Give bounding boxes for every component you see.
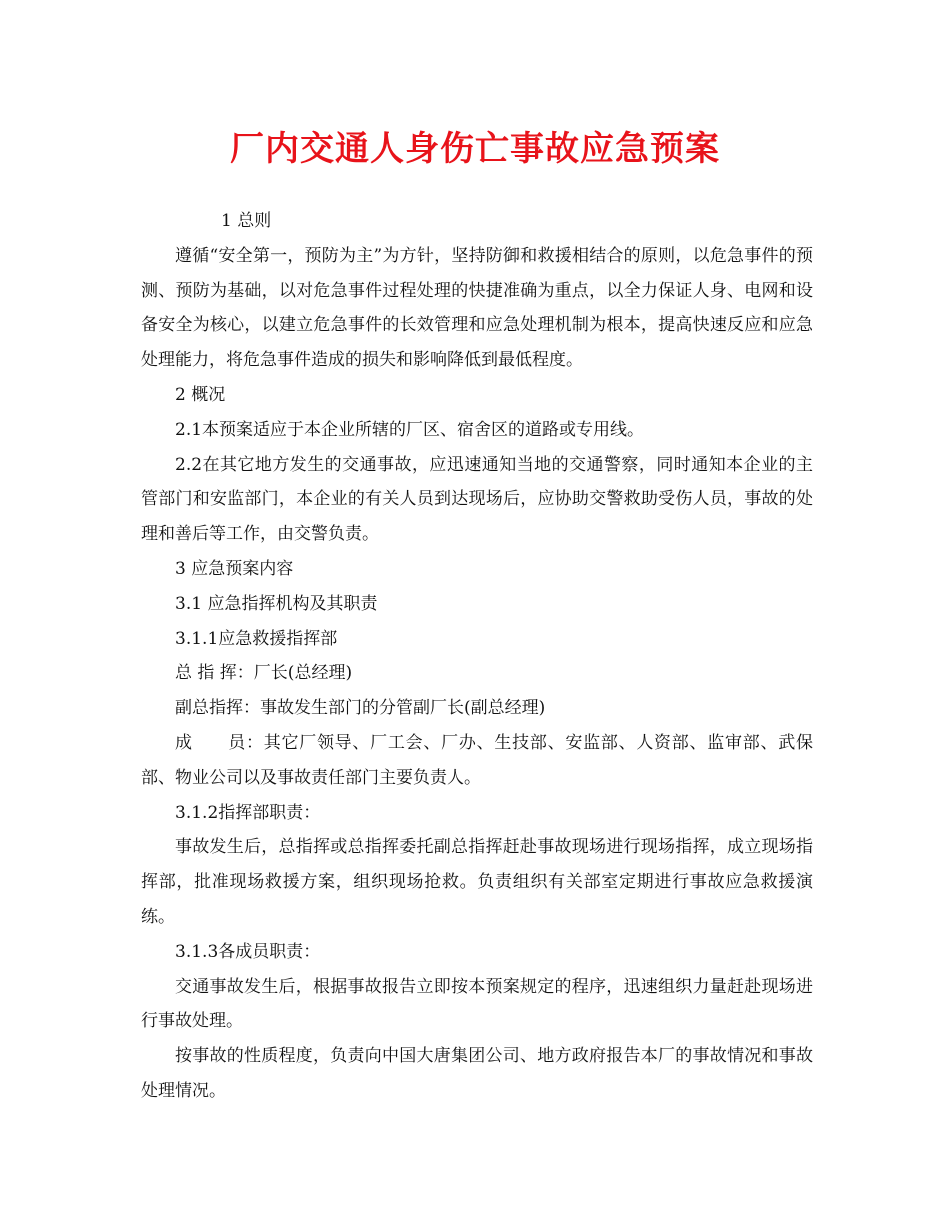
paragraph-member-duties-2: 按事故的性质程度，负责向中国大唐集团公司、地方政府报告本厂的事故情况和事故处理情况。 <box>141 1046 813 1101</box>
paragraph-2-2: 2.2在其它地方发生的交通事故，应迅速通知当地的交通警察，同时通知本企业的主管部门和安监部门，本企业的有关人员到达现场后，应协助交警救助受伤人员，事故的处理和善后等工作，由交警负责。 <box>141 454 813 545</box>
subsection-heading-3-1-2: 3.1.2指挥部职责： <box>175 802 321 823</box>
document-title: 厂内交通人身伤亡事故应急预案 <box>230 129 720 169</box>
line-members: 成 员：其它厂领导、厂工会、厂办、生技部、安监部、人资部、监审部、武保部、物业公司以及事故责任部门主要负责人。 <box>141 732 813 788</box>
subsection-heading-3-1: 3.1 应急指挥机构及其职责 <box>175 593 378 614</box>
section-heading-plan-content: 3 应急预案内容 <box>175 558 294 579</box>
paragraph-principles: 遵循“安全第一，预防为主”为方针，坚持防御和救援相结合的原则，以危急事件的预测、预防为基础，以对危急事件过程处理的快捷准确为重点，以全力保证人身、电网和设备安全为核心，以建立危急事件的长效管理和应急处理机制为根本，提高快速反应和应急处理能力，将危急事件造成的损失和影响降低到最低程度。 <box>141 245 813 371</box>
section-heading-overview: 2 概况 <box>175 384 226 405</box>
paragraph-hq-duties: 事故发生后，总指挥或总指挥委托副总指挥赶赴事故现场进行现场指挥，成立现场指挥部，批准现场救援方案，组织现场抢救。负责组织有关部室定期进行事故应急救援演练。 <box>141 837 813 927</box>
subsection-heading-3-1-3: 3.1.3各成员职责： <box>175 941 321 962</box>
document-body <box>141 204 813 1109</box>
line-deputy-commander: 副总指挥：事故发生部门的分管副厂长(副总经理) <box>175 698 546 719</box>
line-commander: 总 指 挥：厂长(总经理) <box>175 663 353 684</box>
paragraph-member-duties-1: 交通事故发生后，根据事故报告立即按本预案规定的程序，迅速组织力量赶赴现场进行事故处理。 <box>141 976 813 1032</box>
paragraph-2-1: 2.1本预案适应于本企业所辖的厂区、宿舍区的道路或专用线。 <box>175 419 645 440</box>
subsection-heading-3-1-1: 3.1.1应急救援指挥部 <box>175 628 338 649</box>
section-heading-general: 1 总则 <box>221 211 272 231</box>
